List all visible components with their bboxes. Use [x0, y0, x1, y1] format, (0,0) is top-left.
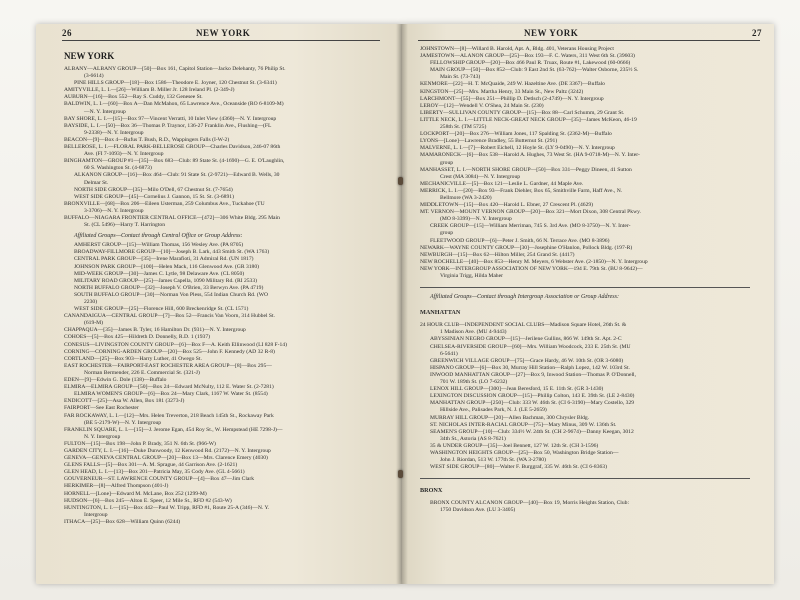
list-item: CHELSEA-RIVERSIDE GROUP—[60]—Mrs. William Woodcock, 233 E. 25th St. (MU — [430, 343, 631, 350]
manhattan-heading: MANHATTAN — [420, 309, 461, 317]
list-item: LARCHMONT—[55]—Box 251—Phillip D. Detlsch (2-4749)—N. Y. Intergroup — [420, 95, 604, 102]
left-header-rule — [62, 40, 380, 41]
manhattan-entry-list — [420, 322, 765, 471]
list-item: BINGHAMTON—GROUP #1—[35]—Box 683—Club: 89 State St. (4-1690)—G. E. O'Laughlin, — [64, 158, 285, 165]
list-item: FAIRPORT—See East Rochester — [64, 405, 139, 412]
list-item: CORNING—CORNING-ARDEN GROUP—[20]—Box 525—John F. Kennedy (AD 32 R-8) — [64, 348, 275, 355]
list-item: MERRICK, L. I.—[20]—Box 93—Frank Diehler, Box 65, Smithville Farm, Haff Ave., N. — [420, 187, 623, 194]
list-item: AMITYVILLE, L. I.—[26]—William B. Miller Jr. 128 Ireland Pl. (2-349-J) — [64, 87, 235, 94]
list-item: ALKANON GROUP—[16]—Box 464—Club: 91 State St. (2-9721)—Edward B. Wells, 30 — [74, 172, 280, 179]
list-item: 701 W. 189th St. (LO 7-6232) — [440, 379, 508, 386]
list-item: LEXINGTON DISCUSSION GROUP—[15]—Phillip Colton, 143 E. 39th St. (LE 2-8430) — [430, 393, 635, 400]
list-item: 9-2338)—N. Y. Intergroup — [84, 129, 144, 136]
list-item: 2230) — [84, 299, 98, 305]
list-item: WEST SIDE GROUP—[25]—Florence Hill, 600 Breckenridge St. (CL 1571) — [74, 306, 249, 313]
list-item: LYONS—[Lone]—Lawrence Bradley, 55 Butternut St. (291) — [420, 138, 558, 145]
list-item: CENTRAL PARK GROUP—[35]—Irene Marafioti, 31 Admiral Rd. (UN 1817) — [74, 256, 254, 263]
list-item: GARDEN CITY, L. I.—[16]—Duke Dunwoody, 12 Kenwood Rd. (2172)—N. Y. Intergroup — [64, 447, 271, 454]
staple-icon — [398, 177, 403, 185]
left-page-content — [64, 46, 382, 526]
list-item: (MO 8-3399)—N. Y. Intergroup — [440, 216, 512, 223]
right-running-head: NEW YORK — [524, 28, 579, 38]
list-item: MECHANICVILLE—[5]—Box 121—Leslie L. Gardner, 44 Maple Ave. — [420, 180, 584, 187]
list-item: NEWARK—WAYNE COUNTY GROUP—[30]—Josephine O'Hanlon, Pollock Bldg. (197-R) — [420, 244, 633, 251]
list-item: BEACON—[9]—Box 4—Rufus T. Bush, R.D., Wappingers Falls (I-W-2) — [64, 136, 230, 143]
right-page-number: 27 — [752, 28, 762, 38]
list-item: COHOES—[5]—Box 425—Hildreth D. Donnelly, R.D. 1 (1937) — [64, 334, 210, 341]
list-item: KINGSTON—[25]—Mrs. Martha Henry, 33 Main St., New Paltz (3242) — [420, 88, 584, 95]
list-item: EDEN—[9]—Edwin G. Dole (138)—Buffalo — [64, 377, 167, 384]
list-item: Intergroup — [84, 511, 108, 518]
book-gutter — [396, 24, 408, 584]
list-item: St. (CL 5496)—Harry T. Harrington — [84, 222, 165, 229]
list-item: John J. Riordan, 513 W. 177th St. (WA 3-2780) — [440, 457, 546, 464]
list-item: INWOOD MANHATTAN GROUP—[27]—Box 9, Inwood Station—Thomas P. O'Donnell, — [430, 371, 636, 378]
list-item: GENEVA—GENEVA CENTRAL GROUP—[20]—Box 13—Mrs. Clarence Emery (4030) — [64, 455, 268, 462]
list-item: GOUVERNEUR—ST. LAWRENCE COUNTY GROUP—[4]—Box 47—Jim Clark — [64, 476, 255, 483]
list-item: HORNELL—[Lone]—Edward M. McLane, Box 252 (1299-M) — [64, 490, 207, 497]
list-item: GREENWICH VILLAGE GROUP—[75]—Grace Hardy, 46 W. 10th St. (OR 3-6080) — [430, 357, 624, 364]
list-item: WEST SIDE GROUP—[80]—Walter F. Burggraf, 335 W. 46th St. (CI 6-8363) — [430, 464, 607, 471]
list-item: 24 HOUR CLUB—INDEPENDENT SOCIAL CLUBS—Madison Square Hotel, 26th St. & — [420, 322, 627, 329]
list-item: MT. VERNON—MOUNT VERNON GROUP—[20]—Box 321—Mort Dixon, 308 Central Pkwy. — [420, 209, 641, 216]
list-item: MAIN GROUP—[50]—Box 852—Club: 9 East 2nd St. (63-762)—Walter Osborne, 235½ S. — [430, 67, 639, 74]
list-item: 35 & UNDER GROUP—[35]—Joel Bennett, 127 W. 12th St. (CH 3-1596) — [430, 442, 599, 449]
list-item: HUDSON—[6]—Box 245—Alton E. Speer, 12 Mile St., RFD #2 (543-W) — [64, 497, 232, 504]
list-item: 3-3706)—N. Y. Intergroup — [84, 207, 144, 214]
list-item: MANHATTAN GROUP—[250]—Club: 333 W. 46th St. (CI 6-3190)—Mary Costello, 329 — [430, 400, 635, 407]
list-item: CORTLAND—[25]—Box 903—Harry Luther, 41 Owego St. — [64, 355, 202, 362]
list-item: NEW ROCHELLE—[40]—Box 853—Henry M. Meyers, 6 Webster Ave. (2-1850)—N. Y. Intergroup — [420, 258, 648, 265]
list-item: 258th St. (TM 5725) — [440, 124, 487, 131]
staple-icon — [398, 470, 403, 478]
list-item: group — [440, 230, 454, 237]
list-item: FLEETWOOD GROUP—[6]—Peter J. Smith, 66 N. Terrace Ave. (MO 8-3896) — [430, 237, 610, 244]
affiliated-heading: Affiliated Groups—Contact through Intergroup Association or Group Address: — [430, 294, 619, 301]
list-item: BELLEROSE, L. I.—FLORAL PARK-BELLEROSE GROUP—Charles Davidson, 246-07 86th — [64, 144, 281, 151]
list-item: ST. NICHOLAS INTER-RACIAL GROUP—[75]—Mary Minus, 309 W. 136th St. — [430, 421, 617, 428]
left-entry-list — [64, 66, 382, 229]
affiliated-heading: Affiliated Groups—Contact through Central Office or Group Address: — [74, 233, 243, 240]
list-item: KENMORE—[22]—H. T. McQuaide, 249 W. Hazeltine Ave. (DE 3367)—Buffalo — [420, 81, 605, 88]
list-item: 6-5641) — [440, 350, 458, 357]
list-item: Main St. (73-743) — [440, 74, 481, 81]
list-item: HISPANO GROUP—[6]—Box 30, Murray Hill Station—Ralph Lopez, 142 W. 103rd St. — [430, 364, 630, 371]
list-item: AUBURN—[16]—Box 552—Ray S. Cuddy, 132 Genesee St. — [64, 94, 203, 101]
list-item: NEWBURGH—[15]—Box 62—Hilton Miller, 254 Grand St. (4417) — [420, 251, 575, 258]
list-item: Ave. (FI 7-1093)—N. Y. Intergroup — [84, 151, 164, 158]
list-item: FULTON—[15]—Box 198—John P. Brady, 351 N. 6th St. (966-W) — [64, 440, 216, 447]
list-item: LEROY—[12]—Wendell V. O'Shea, 24 Main St. (230) — [420, 102, 544, 109]
list-item: LENOX HILL GROUP—[300]—Jean Beresford, 15 E. 11th St. (GR 3-1430) — [430, 386, 604, 393]
list-item: Delmar St. — [84, 179, 109, 186]
bronx-heading: BRONX — [420, 487, 443, 495]
list-item: BROADWAY-FILLMORE GROUP—[10]—Joseph B. Lark, 443 Smith St. (WA 1763) — [74, 249, 270, 256]
list-item: LITTLE NECK, L. I.—LITTLE NECK-GREAT NECK GROUP—[35]—James McKeon, 46-19 — [420, 116, 637, 123]
list-item: (3-6614) — [84, 73, 104, 80]
list-item: HERKIMER—[8]—Alfred Thompson (401-J) — [64, 483, 169, 490]
list-item: AMHERST GROUP—[15]—William Thomas, 156 Wesley Ave. (PA 8705) — [74, 242, 244, 249]
right-header-rule — [418, 40, 760, 41]
list-item: BRONX COUNTY ALCANON GROUP—[40]—Box 19, Morris Heights Station, Club: — [430, 500, 629, 507]
list-item: LOCKPORT—[20]—Box 276—William Jones, 117 Spalding St. (2362-M)—Buffalo — [420, 131, 612, 138]
list-item: MALVERNE, L. I.—[7]—Robert Eichell, 12 Hoyle St. (LY 9-0490)—N. Y. Intergroup — [420, 145, 615, 152]
list-item: BALDWIN, L. I.—[60]—Box A—Dan McMahon, 65 Lawrence Ave., Oceanside (RO 6-8109-M) — [64, 101, 284, 108]
divider — [420, 478, 750, 479]
list-item: ELMIRA—ELMIRA GROUP—[50]—Box 24—Edward McNulty, 112 E. Water St. (2-7281) — [64, 384, 274, 391]
list-item: Bellmore (WA 3-2420) — [440, 194, 492, 201]
list-item: BRONXVILLE—[68]—Box 206—Eileen Usterman, 259 Columbus Ave., Tuckahoe (TU — [64, 200, 265, 207]
list-item: ITHACA—[25]—Box 628—William Quinn (6244) — [64, 518, 181, 525]
list-item: CREEK GROUP—[15]—William Merriman, 745 S. 3rd Ave. (MO 8-3750)—N. Y. Inter- — [430, 223, 631, 230]
list-item: 34th St., Astoria (AS 8-7621) — [440, 435, 506, 442]
left-running-head: NEW YORK — [196, 28, 251, 38]
list-item: MID-WEEK GROUP—[30]—James C. Lytle, 98 Delaware Ave. (CL 8050) — [74, 270, 245, 277]
list-item: 1750 Davidson Ave. (LU 3-3405) — [440, 507, 516, 514]
list-item: SEAMEN'S GROUP—[10]—Club: 334½ W. 24th St. (CH 2-9674)—Danny Keegan, 3012 — [430, 428, 634, 435]
list-item: N. Y. Intergroup — [84, 433, 121, 440]
right-page-content — [420, 46, 765, 515]
list-item: Norman Bermender, 226 E. Commercial St. (321-J) — [84, 369, 200, 376]
list-item: BAY SHORE, L. I.—[15]—Box 97—Vincent Verratti, 10 Inlet View (4360)—N. Y. Intergroup — [64, 115, 277, 122]
list-item: JAMESTOWN—ALANON GROUP—[25]—Box 193—F. C. Waters, 311 West 6th St. (39603) — [420, 53, 635, 60]
list-item: FRANKLIN SQUARE, L. I.—[15]—J. Jerome Egan, 454 Roy St., W. Hempstead (HE 7298-J)— — [64, 426, 283, 433]
list-item: ELMIRA WOMEN'S GROUP—[6]—Box 24—Mary Clark, 1167 W. Water St. (8554) — [74, 391, 268, 398]
list-item: —N. Y. Intergroup — [84, 108, 126, 115]
list-item: 1 Madison Ave. (MU 4-9443) — [440, 329, 507, 336]
list-item: PINE HILLS GROUP—[18]—Box 1586—Theodore E. Joyner, 120 Chestnut St. (3-6341) — [74, 80, 277, 87]
list-item: CHAPPAQUA—[35]—James B. Tyler, 16 Hamilton Dr. (931)—N. Y. Intergroup — [64, 327, 246, 334]
list-item: ALBANY—ALBANY GROUP—[50]—Box 161, Capitol Station—Jacko Delehanty, 76 Philip St. — [64, 66, 286, 72]
list-item: ABYSSINIAN NEGRO GROUP—[15]—Jerilene Gullins, 866 W. 149th St. Apt. 2-C — [430, 336, 622, 343]
list-item: NEW YORK—INTERGROUP ASSOCIATION OF NEW YORK—194 E. 79th St. (BU 8-9642)— — [420, 265, 643, 272]
list-item: NORTH SIDE GROUP—[35]—Milo O'Dell, 67 Chestnut St. (7-7654) — [74, 186, 233, 193]
list-item: GLENS FALLS—[5]—Box 301—A. M. Sprague, 44 Garrison Ave. (2-1621) — [64, 462, 238, 469]
list-item: 60 S. Washington St. (4-6873) — [84, 165, 152, 172]
left-affiliated-list — [64, 242, 382, 526]
list-item: Virginia Trigg, Hilda Maher — [440, 273, 503, 279]
list-item: HUNTINGTON, L. I.—[15]—Box 442—Paul W. Tripp, RFD #1, Route 25-A (346)—N. Y. — [64, 504, 270, 511]
list-item: BAYSIDE, L. I.—[50]—Box 36—Thomas P. Traynor, 136-27 Franklin Ave., Flushing—(FL — [64, 122, 272, 129]
list-item: Crest (MA 3084)—N. Y. Intergroup — [440, 173, 521, 180]
list-item: WASHINGTON HEIGHTS GROUP—[25]—Box 50, Washington Bridge Station— — [430, 449, 619, 456]
list-item: JOHNSON PARK GROUP—[100]—Helen Mack, 116 Glenwood Ave. (GR 3180) — [74, 263, 259, 270]
list-item: MURRAY HILL GROUP—[20]—Allen Bachman, 300 Chrysler Bldg. — [430, 414, 590, 421]
list-item: JOHNSTOWN—[8]—Willard B. Harold, Apt. A, Bldg. 401, Veterans Housing Project — [420, 46, 614, 52]
list-item: SOUTH BUFFALO GROUP—[30]—Norman Von Pless, 554 Indian Church Rd. (WO — [74, 291, 269, 298]
divider — [420, 287, 750, 288]
list-item: MIDDLETOWN—[15]—Box 420—Harold L. Ebner, 27 Crescent Pl. (4629) — [420, 202, 594, 209]
list-item: Hillside Ave., Palisades Park, N. J. (LE 5-2659) — [440, 407, 547, 414]
list-item: group — [440, 159, 454, 166]
list-item: CANANDAIGUA—CENTRAL GROUP—[7]—Box 52—Francis Van Voorn, 314 Hubbel St. — [64, 313, 275, 320]
list-item: GLEN HEAD, L. I.—[13]—Box 201—Patricia May, 35 Cody Ave. (GL 4-5661) — [64, 469, 245, 476]
list-item: (BE 5-2179-W)—N. Y. Intergroup — [84, 419, 162, 426]
right-entry-list — [420, 46, 765, 280]
list-item: BUFFALO—NIAGARA FRONTIER CENTRAL OFFICE—[472]—306 White Bldg. 295 Main — [64, 214, 280, 221]
list-item: (619-M) — [84, 320, 103, 327]
list-item: FAR ROCKAWAY, L. I.—[12]—Mrs. Helen Treverton, 218 Beach 145th St., Rockaway Park — [64, 412, 274, 419]
list-item: MILITARY ROAD GROUP—[25]—James Capella, 1090 Military Rd. (RI 2533) — [74, 277, 257, 284]
list-item: FELLOWSHIP GROUP—[20]—Box 466 Paul R. Truax, Route #1, Lakewood (60-0666) — [430, 60, 631, 67]
list-item: ENDICOTT—[25]—Asa W. Allen, Box 181 (3273-J) — [64, 398, 185, 405]
list-item: WEST SIDE GROUP—[45]—Cornelius J. Gannon, 15 St. St. (3-6891) — [74, 193, 234, 200]
left-page-number: 26 — [62, 28, 72, 38]
list-item: NORTH BUFFALO GROUP—[32]—Joseph V. O'Brien, 33 Berwyn Ave. (PA 4719) — [74, 284, 264, 291]
bronx-entry-list — [420, 500, 765, 514]
section-title: NEW YORK — [64, 51, 115, 61]
list-item: MAMARONECK—[6]—Box 538—Harold A. Hughes, 73 West St. (HA 9-0718-M)—N. Y. Inter- — [420, 152, 640, 159]
list-item: LIBERTY—SULLIVAN COUNTY GROUP—[15]—Box 88—Carl Schumm, 29 Grant St. — [420, 109, 625, 116]
list-item: MANHASSET, L. I.—NORTH SHORE GROUP—[50]—Box 331—Peggy Dineen, 41 Sutton — [420, 166, 632, 173]
list-item: EAST ROCHESTER—FAIRPORT-EAST ROCHESTER AREA GROUP—[8]—Box 295— — [64, 362, 272, 369]
list-item: CONESUS—LIVINGSTON COUNTY GROUP—[6]—Box F—A. Keith Ellinwood (LI 828 F-14) — [64, 341, 287, 348]
